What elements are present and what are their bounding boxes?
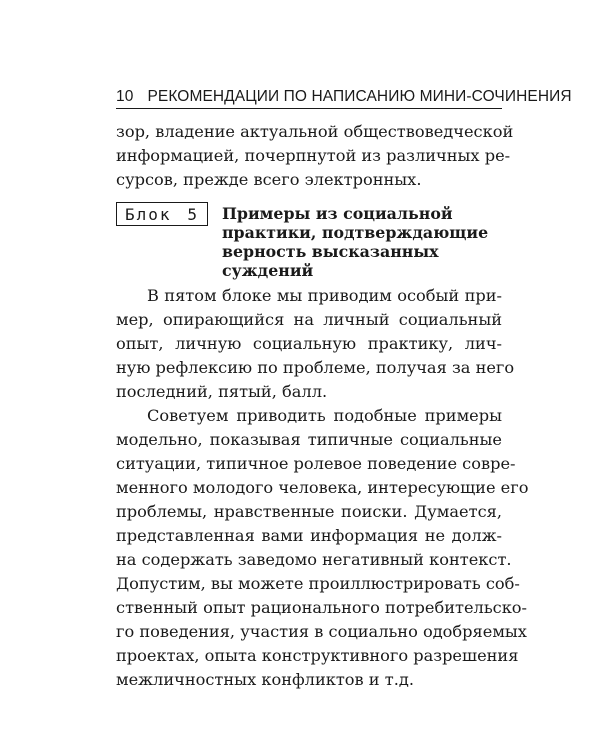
text-line: мер, опирающийся на личный социальный — [116, 310, 502, 329]
text-line: ситуации, типичное ролевое поведение совре- — [116, 454, 516, 473]
text-line: Советуем приводить подобные примеры — [147, 406, 502, 425]
text-line: В пятом блоке мы приводим особый при- — [147, 286, 502, 305]
text-line: информацией, почерпнутой из различных ре- — [116, 146, 511, 165]
running-title: РЕКОМЕНДАЦИИ ПО НАПИСАНИЮ МИНИ-СОЧИНЕНИЯ — [147, 88, 572, 105]
text-line: последний, пятый, балл. — [116, 382, 328, 401]
text-line: зор, владение актуальной обществоведческой — [116, 122, 514, 141]
heading-line: практики, подтверждающие — [222, 223, 489, 242]
block-label-box — [116, 202, 208, 226]
block-number: 5 — [187, 204, 199, 224]
running-header — [116, 84, 572, 106]
text-line: Допустим, вы можете проиллюстрировать соб- — [116, 574, 520, 593]
text-line: менного молодого человека, интересующие его — [116, 478, 529, 497]
text-line: модельно, показывая типичные социальные — [116, 430, 502, 449]
text-line: го поведения, участия в социально одобряемых — [116, 622, 527, 641]
block-label: Блок — [125, 204, 172, 224]
heading-line: верность высказанных — [222, 242, 439, 261]
text-line: ную рефлексию по проблеме, получая за него — [116, 358, 515, 377]
page-number: 10 — [116, 88, 134, 105]
text-line: проектах, опыта конструктивного разрешения — [116, 646, 519, 665]
text-line: ственный опыт рационального потребительско- — [116, 598, 528, 617]
header-rule — [116, 108, 502, 109]
heading-line: Примеры из социальной — [222, 204, 453, 223]
text-line: сурсов, прежде всего электронных. — [116, 170, 422, 189]
text-line: на содержать заведомо негативный контекст. — [116, 550, 512, 569]
text-line: межличностных конфликтов и т.д. — [116, 670, 414, 689]
heading-line: суждений — [222, 261, 314, 280]
text-line: опыт, личную социальную практику, лич- — [116, 334, 502, 353]
text-line: проблемы, нравственные поиски. Думается, — [116, 502, 502, 521]
text-line: представленная вами информация не долж- — [116, 526, 502, 545]
